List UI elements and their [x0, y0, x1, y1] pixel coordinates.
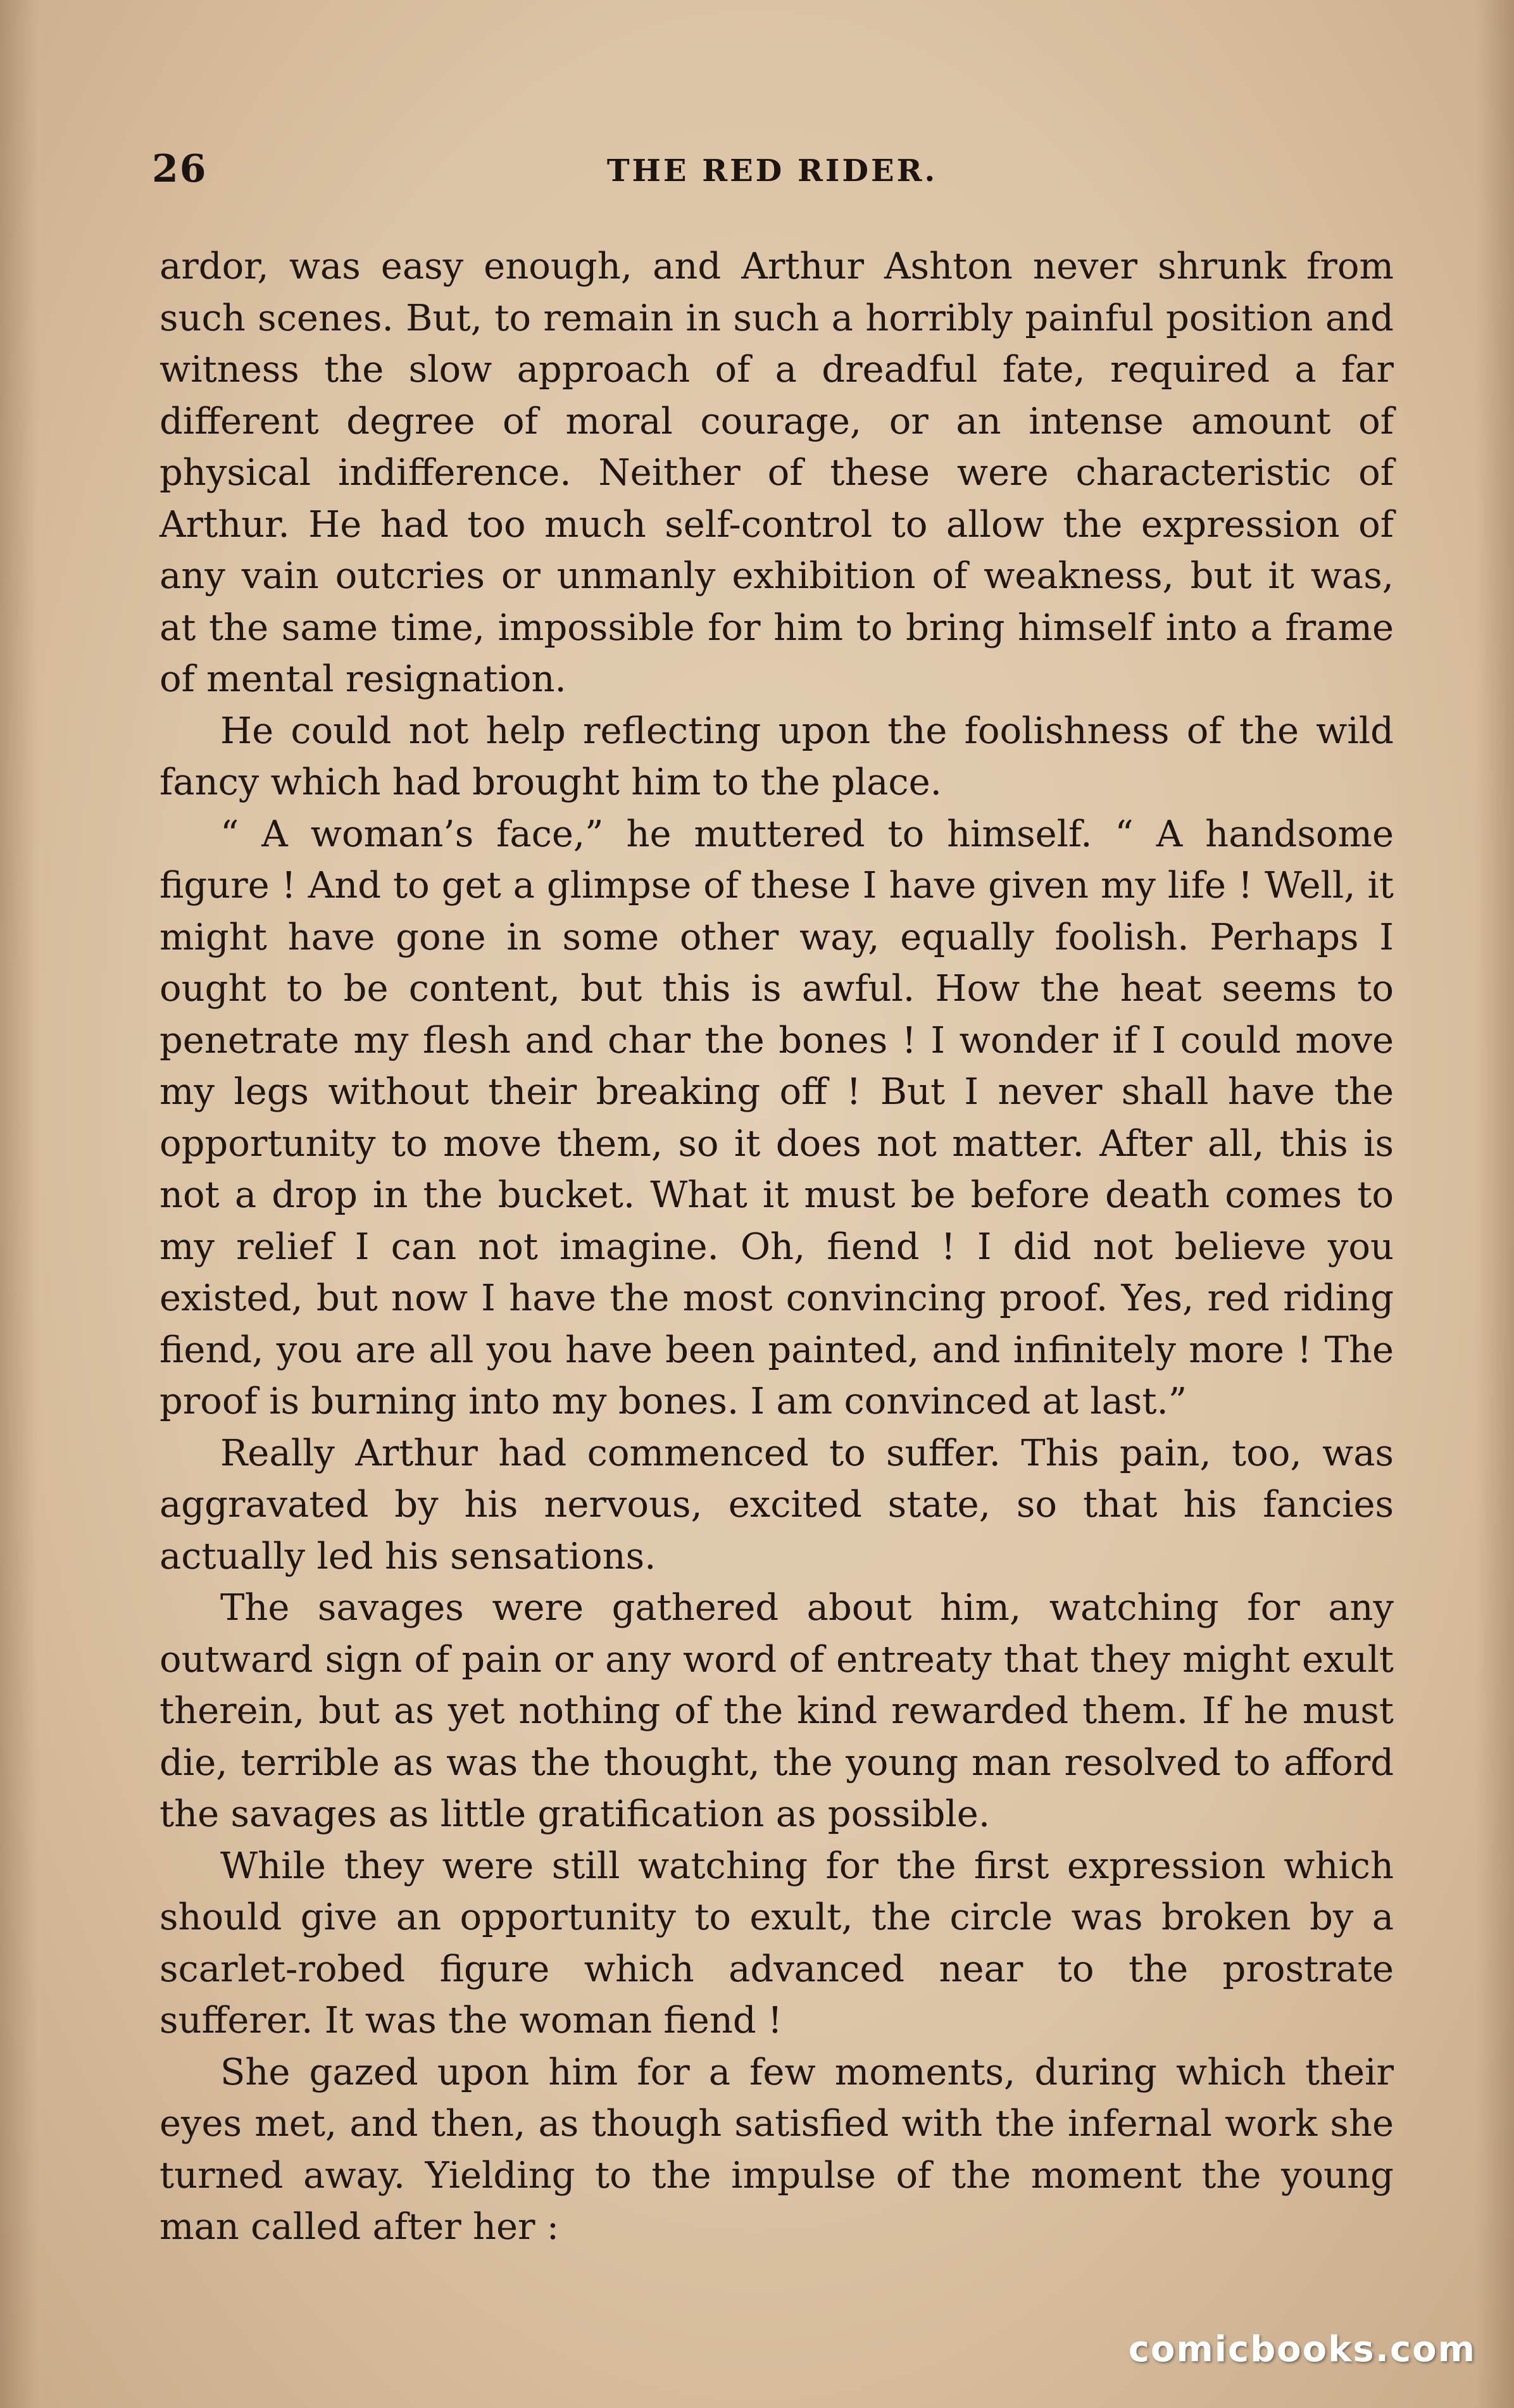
page-header [152, 147, 1392, 198]
paragraph-1: ardor, was easy enough, and Arthur Ashton never shrunk from such scenes. But, to remain in such a horribly painful position and witness the slow approach of a dreadful fate, required a far different degree of moral courage, or an intense amount of physical indifference. Neither of these were characteristic of Arthur. He had too much self-control to allow the expression of any vain outcries or unmanly exhibition of weakness, but it was, at the same time, impossible for him to bring himself into a frame of mental resignation. [160, 245, 1394, 700]
paragraph-3: “ A woman’s face,” he muttered to himself. “ A handsome figure ! And to get a glimpse of these I have given my life ! Well, it might have gone in some other way, equally foolish. Perhaps I ought to be content, but this is awful. How the heat seems to penetrate my flesh and char the bones ! I wonder if I could move my legs without their breaking off ! But I never shall have the opportunity to move them, so it does not matter. After all, this is not a drop in the bucket. What it must be before death comes to my relief I can not imagine. Oh, fiend ! I did not believe you existed, but now I have the most convincing proof. Yes, red riding fiend, you are all you have been painted, and infinitely more ! The proof is burning into my bones. I am convinced at last.” [160, 812, 1394, 1422]
paragraph-6: While they were still watching for the first expression which should give an opportunity to exult, the circle was broken by a scarlet-robed figure which advanced near to the prostrate sufferer. It was the woman fiend ! [160, 1844, 1394, 2041]
page-number: 26 [152, 147, 208, 191]
page-edge-shadow-left [0, 0, 38, 2408]
watermark: comicbooks.com [1128, 2329, 1476, 2370]
paragraph-2: He could not help reflecting upon the foolishness of the wild fancy which had brought him to the place. [160, 709, 1394, 803]
running-title: THE RED RIDER. [606, 153, 938, 189]
paragraph-7: She gazed upon him for a few moments, during which their eyes met, and then, as though satisfied with the infernal work she turned away. Yielding to the impulse of the moment the young man called after her : [160, 2050, 1394, 2248]
paragraph-4: Really Arthur had commenced to suffer. This pain, too, was aggravated by his nervous, excited state, so that his fancies actually led his sensations. [160, 1431, 1394, 1577]
page-edge-shadow-right [1476, 0, 1514, 2408]
paragraph-5: The savages were gathered about him, watching for any outward sign of pain or any word of entreaty that they might exult therein, but as yet nothing of the kind rewarded them. If he must die, terrible as was the thought, the young man resolved to afford the savages as little gratification as possible. [160, 1586, 1394, 1835]
body-text [160, 241, 1394, 2253]
